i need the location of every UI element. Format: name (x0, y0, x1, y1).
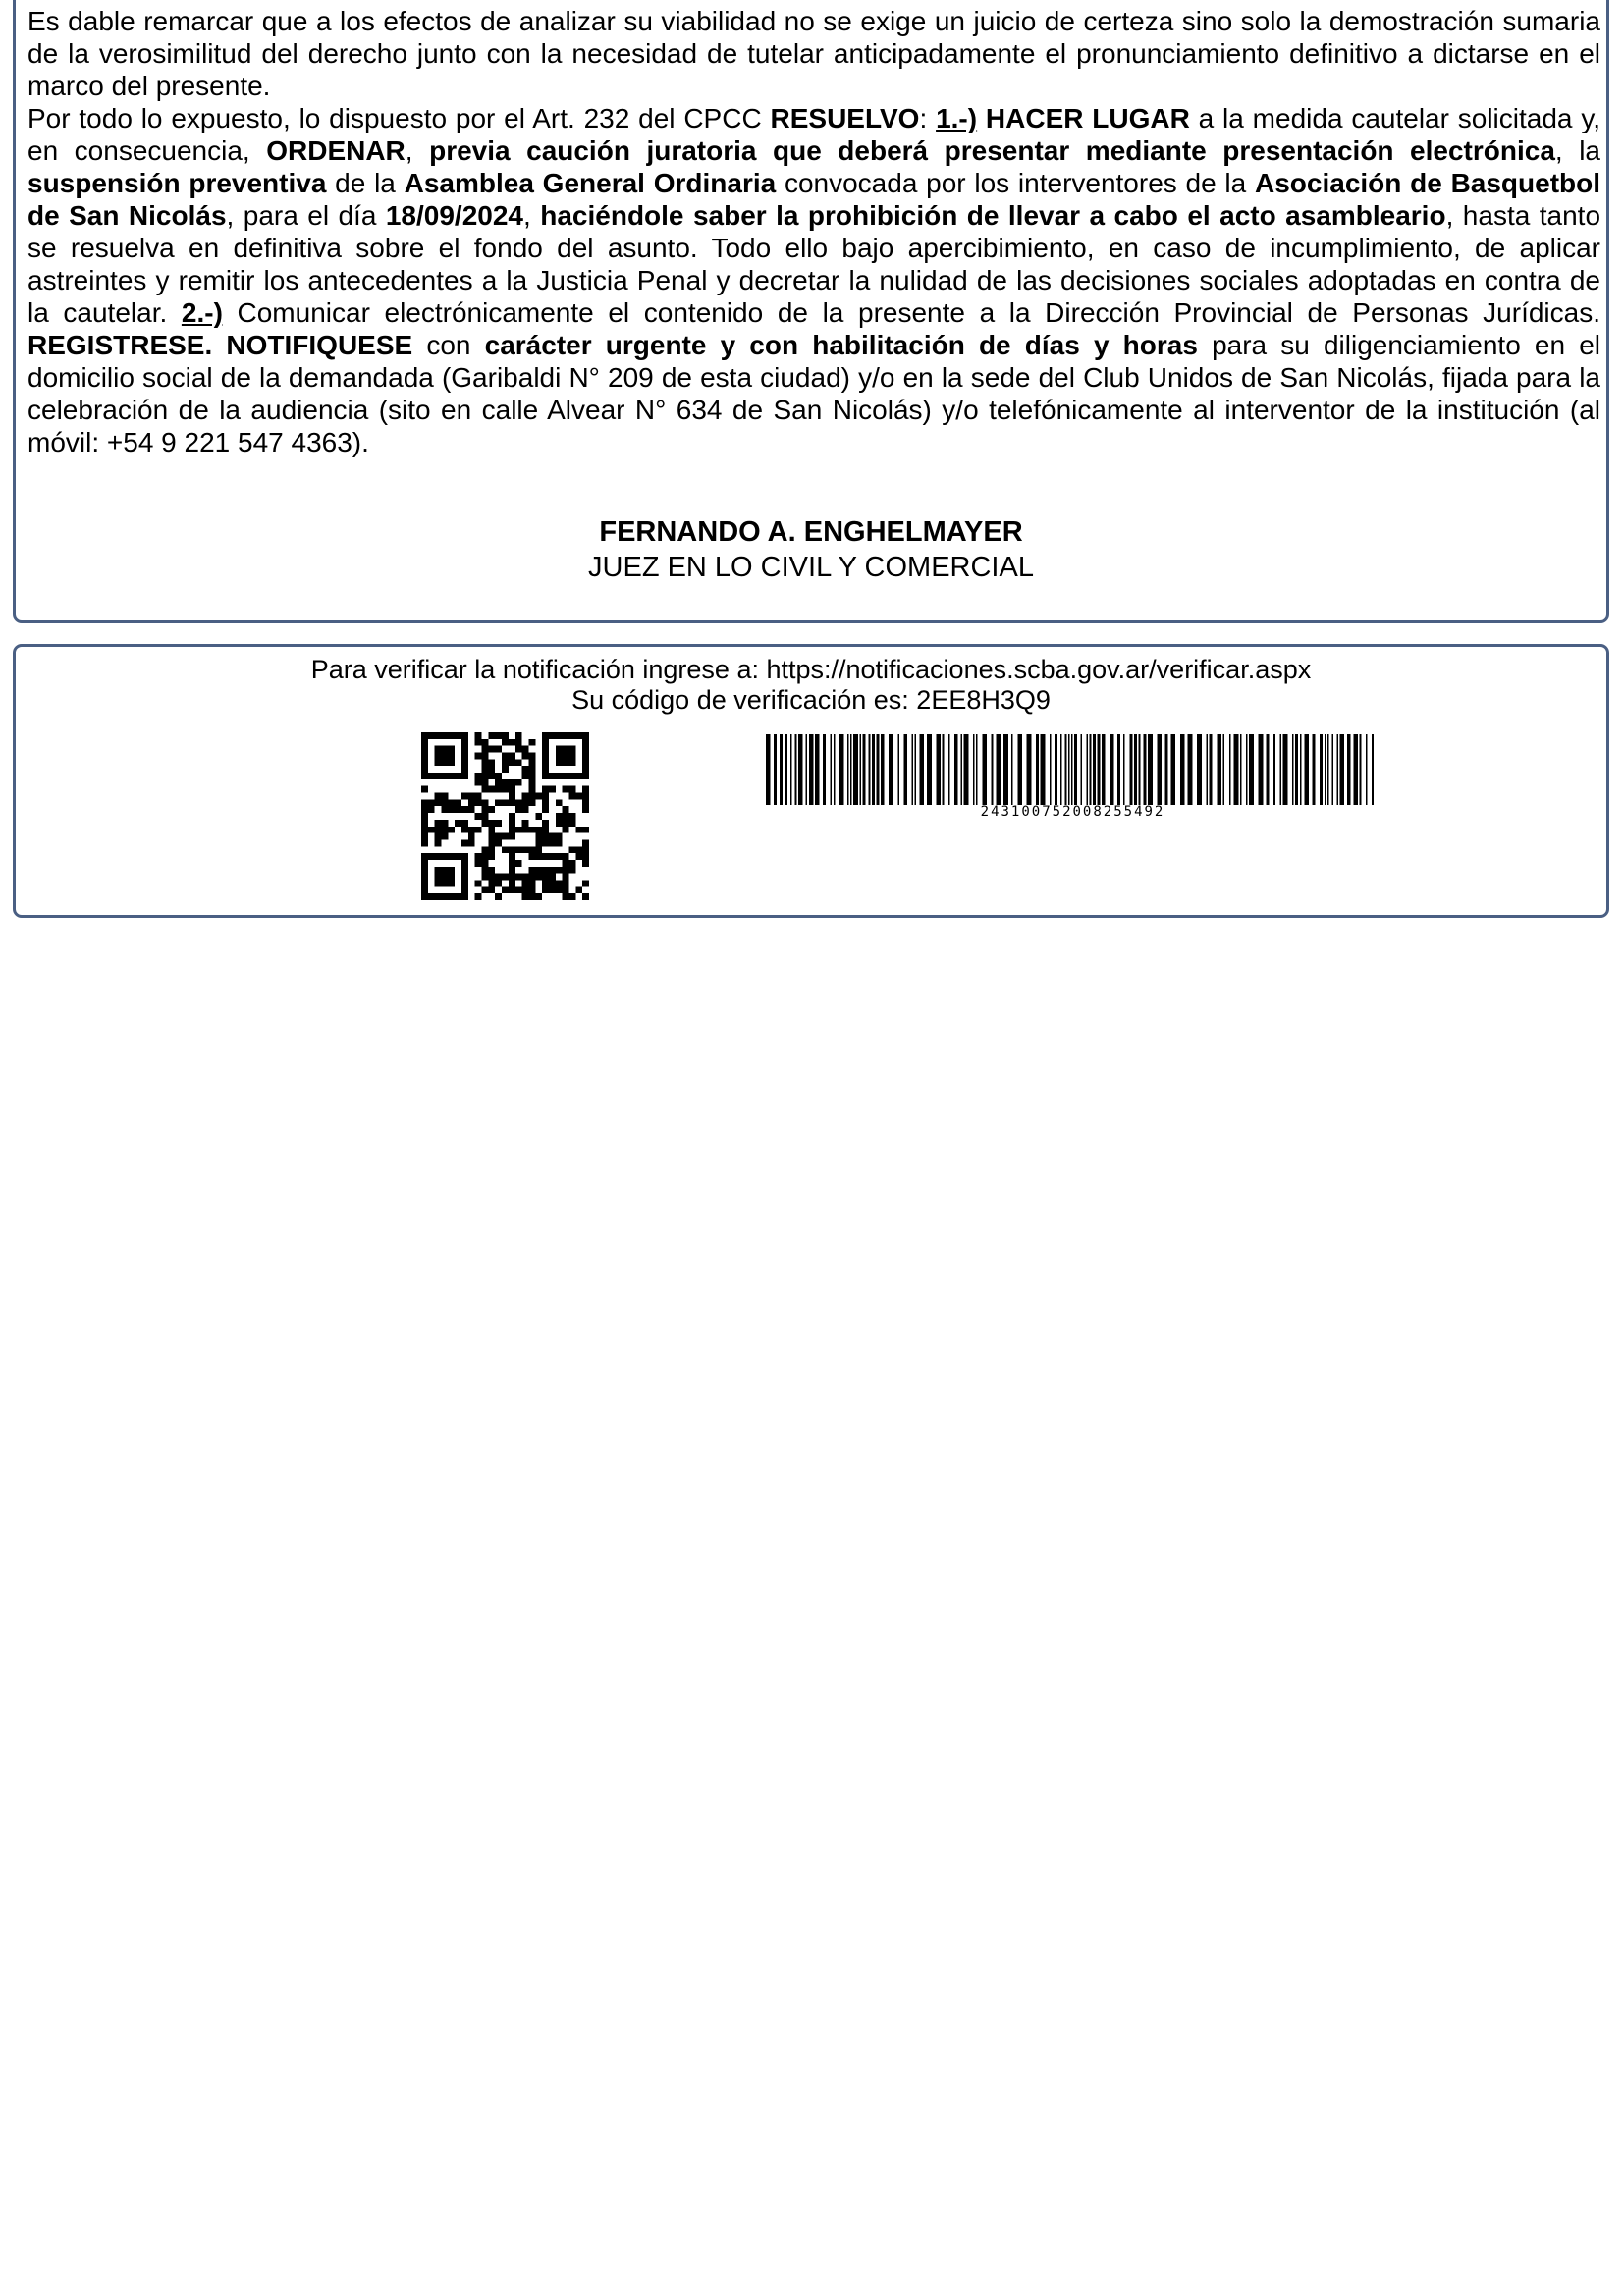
barcode-icon (766, 734, 1380, 805)
resolution-body (27, 5, 1600, 458)
qr-code-icon (421, 732, 589, 900)
verification-code-text: Su código de verificación es: 2EE8H3Q9 (571, 685, 1051, 715)
barcode-number: 243100752008255492 (980, 804, 1165, 820)
resolution-panel (13, 0, 1609, 623)
signer-name: FERNANDO A. ENGHELMAYER (599, 516, 1023, 548)
signer-title: JUEZ EN LO CIVIL Y COMERCIAL (588, 552, 1034, 583)
verification-url-text: Para verificar la notificación ingrese a: https://notificaciones.scba.gov.ar/verificar.aspx (310, 655, 1312, 684)
paragraph-resolution: Por todo lo expuesto, lo dispuesto por el Art. 232 del CPCC RESUELVO: 1.-) HACER LUGAR a la medida cautelar solicitada y, en consecuencia, ORDENAR, previa caución juratoria que deberá presentar mediante presentación electrónica, la suspensión preventiva de la Asamblea General Ordinaria convocada por los interventores de la Asociación de Basquetbol de San Nicolás, para el día 18/09/2024, haciéndole saber la prohibición de llevar a cabo el acto asambleario, hasta tanto se resuelva en definitiva sobre el fondo del asunto. Todo ello bajo apercibimiento, en caso de incumplimiento, de aplicar astreintes y remitir los antecedentes a la Justicia Penal y decretar la nulidad de las decisiones sociales adoptadas en contra de la cautelar. 2.-) Comunicar electrónicamente el contenido de la presente a la Dirección Provincial de Personas Jurídicas. REGISTRESE. NOTIFIQUESE con carácter urgente y con habilitación de días y horas para su diligenciamiento en el domicilio social de la demandada (Garibaldi N° 209 de esta ciudad) y/o en la sede del Club Unidos de San Nicolás, fijada para la celebración de la audiencia (sito en calle Alvear N° 634 de San Nicolás) y/o telefónicamente al interventor de la institución (al móvil: +54 9 221 547 4363). (27, 103, 1601, 457)
verification-panel (13, 644, 1609, 918)
paragraph-viability: Es dable remarcar que a los efectos de analizar su viabilidad no se exige un juicio de certeza sino solo la demostración sumaria de la verosimilitud del derecho junto con la necesidad de tutelar anticipadamente el pronunciamiento definitivo a dictarse en el marco del presente. (27, 6, 1600, 101)
